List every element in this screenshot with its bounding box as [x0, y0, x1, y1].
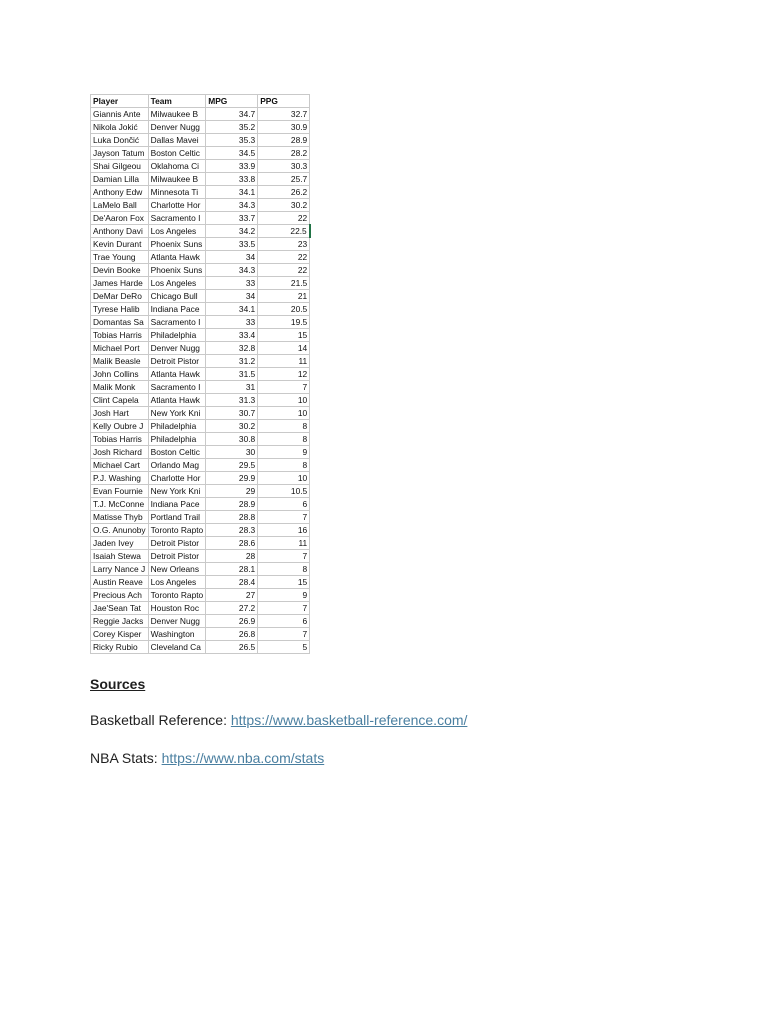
ppg-cell: 22 — [258, 212, 310, 225]
mpg-cell: 28.4 — [206, 576, 258, 589]
mpg-cell: 28.8 — [206, 511, 258, 524]
ppg-cell: 7 — [258, 381, 310, 394]
player-cell: Josh Richard — [91, 446, 149, 459]
ppg-cell: 22.5 — [258, 225, 310, 238]
mpg-cell: 33 — [206, 316, 258, 329]
ppg-cell: 22 — [258, 251, 310, 264]
ppg-cell: 11 — [258, 537, 310, 550]
table-row — [91, 277, 310, 290]
team-cell: New York Kni — [148, 407, 206, 420]
ppg-cell: 10 — [258, 472, 310, 485]
team-cell: Los Angeles — [148, 225, 206, 238]
ppg-cell: 28.9 — [258, 134, 310, 147]
mpg-cell: 33.4 — [206, 329, 258, 342]
mpg-cell: 32.8 — [206, 342, 258, 355]
player-cell: James Harde — [91, 277, 149, 290]
mpg-cell: 30.7 — [206, 407, 258, 420]
basketball-reference-link[interactable]: https://www.basketball-reference.com/ — [230, 712, 468, 728]
player-cell: Nikola Jokić — [91, 121, 149, 134]
player-cell: Jae'Sean Tat — [91, 602, 149, 615]
mpg-cell: 34 — [206, 251, 258, 264]
player-cell: Reggie Jacks — [91, 615, 149, 628]
table-row — [91, 329, 310, 342]
player-cell: Matisse Thyb — [91, 511, 149, 524]
player-cell: Corey Kisper — [91, 628, 149, 641]
ppg-cell: 23 — [258, 238, 310, 251]
mpg-cell: 34.1 — [206, 186, 258, 199]
team-cell: Philadelphia — [148, 329, 206, 342]
team-cell: Denver Nugg — [148, 121, 206, 134]
player-cell: Michael Cart — [91, 459, 149, 472]
table-row — [91, 602, 310, 615]
team-cell: Charlotte Hor — [148, 199, 206, 212]
ppg-cell: 16 — [258, 524, 310, 537]
ppg-cell: 11 — [258, 355, 310, 368]
player-cell: LaMelo Ball — [91, 199, 149, 212]
ppg-cell: 32.7 — [258, 108, 310, 121]
ppg-cell: 21 — [258, 290, 310, 303]
player-cell: Domantas Sa — [91, 316, 149, 329]
player-cell: Malik Monk — [91, 381, 149, 394]
mpg-cell: 33.9 — [206, 160, 258, 173]
team-cell: Los Angeles — [148, 576, 206, 589]
team-cell: Atlanta Hawk — [148, 251, 206, 264]
mpg-cell: 30 — [206, 446, 258, 459]
player-cell: Damian Lilla — [91, 173, 149, 186]
mpg-cell: 28.3 — [206, 524, 258, 537]
ppg-cell: 8 — [258, 563, 310, 576]
mpg-cell: 35.3 — [206, 134, 258, 147]
player-cell: Jayson Tatum — [91, 147, 149, 160]
team-cell: Orlando Mag — [148, 459, 206, 472]
team-cell: Atlanta Hawk — [148, 394, 206, 407]
ppg-cell: 8 — [258, 420, 310, 433]
ppg-cell: 9 — [258, 589, 310, 602]
mpg-cell: 29.5 — [206, 459, 258, 472]
team-cell: Detroit Pistor — [148, 355, 206, 368]
player-cell: John Collins — [91, 368, 149, 381]
team-cell: Sacramento I — [148, 381, 206, 394]
mpg-cell: 31.3 — [206, 394, 258, 407]
ppg-cell: 7 — [258, 511, 310, 524]
mpg-cell: 31 — [206, 381, 258, 394]
table-row — [91, 615, 310, 628]
player-cell: Devin Booke — [91, 264, 149, 277]
team-cell: Toronto Rapto — [148, 524, 206, 537]
ppg-cell: 6 — [258, 615, 310, 628]
player-cell: Kevin Durant — [91, 238, 149, 251]
mpg-cell: 34.7 — [206, 108, 258, 121]
team-cell: Philadelphia — [148, 420, 206, 433]
mpg-cell: 33.8 — [206, 173, 258, 186]
table-row — [91, 589, 310, 602]
ppg-cell: 25.7 — [258, 173, 310, 186]
team-cell: Sacramento I — [148, 212, 206, 225]
ppg-cell: 26.2 — [258, 186, 310, 199]
mpg-cell: 31.5 — [206, 368, 258, 381]
mpg-cell: 35.2 — [206, 121, 258, 134]
table-row — [91, 134, 310, 147]
mpg-cell: 34.1 — [206, 303, 258, 316]
ppg-cell: 10.5 — [258, 485, 310, 498]
player-cell: Kelly Oubre J — [91, 420, 149, 433]
team-cell: Atlanta Hawk — [148, 368, 206, 381]
team-cell: Minnesota Ti — [148, 186, 206, 199]
team-cell: Dallas Mavei — [148, 134, 206, 147]
table-row — [91, 394, 310, 407]
player-cell: T.J. McConne — [91, 498, 149, 511]
mpg-cell: 33.7 — [206, 212, 258, 225]
team-cell: Denver Nugg — [148, 342, 206, 355]
mpg-cell: 34.2 — [206, 225, 258, 238]
ppg-cell: 15 — [258, 329, 310, 342]
player-cell: Trae Young — [91, 251, 149, 264]
ppg-cell: 30.3 — [258, 160, 310, 173]
table-row — [91, 147, 310, 160]
player-cell: Malik Beasle — [91, 355, 149, 368]
table-row — [91, 238, 310, 251]
player-cell: Shai Gilgeou — [91, 160, 149, 173]
ppg-cell: 10 — [258, 407, 310, 420]
player-cell: Giannis Ante — [91, 108, 149, 121]
team-cell: New York Kni — [148, 485, 206, 498]
team-cell: Cleveland Ca — [148, 641, 206, 654]
ppg-cell: 14 — [258, 342, 310, 355]
mpg-cell: 33.5 — [206, 238, 258, 251]
ppg-cell: 7 — [258, 628, 310, 641]
team-cell: Los Angeles — [148, 277, 206, 290]
table-row — [91, 485, 310, 498]
table-row — [91, 108, 310, 121]
ppg-cell: 10 — [258, 394, 310, 407]
ppg-cell: 7 — [258, 550, 310, 563]
header-player: Player — [91, 95, 149, 108]
nba-stats-link[interactable]: https://www.nba.com/stats — [161, 750, 325, 766]
player-cell: Michael Port — [91, 342, 149, 355]
team-cell: Denver Nugg — [148, 615, 206, 628]
ppg-cell: 15 — [258, 576, 310, 589]
table-row — [91, 355, 310, 368]
table-row — [91, 303, 310, 316]
player-cell: DeMar DeRo — [91, 290, 149, 303]
source-nba-stats — [90, 750, 324, 766]
header-team: Team — [148, 95, 206, 108]
player-cell: Luka Dončić — [91, 134, 149, 147]
ppg-cell: 19.5 — [258, 316, 310, 329]
source-basketball-reference — [90, 712, 467, 728]
table-row — [91, 576, 310, 589]
team-cell: Sacramento I — [148, 316, 206, 329]
player-cell: P.J. Washing — [91, 472, 149, 485]
ppg-cell: 12 — [258, 368, 310, 381]
mpg-cell: 28 — [206, 550, 258, 563]
header-mpg: MPG — [206, 95, 258, 108]
team-cell: Milwaukee B — [148, 108, 206, 121]
source-label: NBA Stats: — [90, 750, 162, 766]
team-cell: Milwaukee B — [148, 173, 206, 186]
table-row — [91, 420, 310, 433]
table-row — [91, 407, 310, 420]
player-cell: Clint Capela — [91, 394, 149, 407]
table-row — [91, 212, 310, 225]
table-row — [91, 550, 310, 563]
mpg-cell: 28.1 — [206, 563, 258, 576]
ppg-cell: 7 — [258, 602, 310, 615]
table-row — [91, 290, 310, 303]
table-row — [91, 511, 310, 524]
table-row — [91, 316, 310, 329]
player-cell: Larry Nance J — [91, 563, 149, 576]
sources-heading: Sources — [90, 676, 146, 692]
mpg-cell: 26.5 — [206, 641, 258, 654]
source-label: Basketball Reference: — [90, 712, 231, 728]
table-row — [91, 173, 310, 186]
mpg-cell: 26.9 — [206, 615, 258, 628]
team-cell: Indiana Pace — [148, 303, 206, 316]
team-cell: Oklahoma Ci — [148, 160, 206, 173]
team-cell: Charlotte Hor — [148, 472, 206, 485]
mpg-cell: 27.2 — [206, 602, 258, 615]
team-cell: Boston Celtic — [148, 446, 206, 459]
player-cell: Tyrese Halib — [91, 303, 149, 316]
table-row — [91, 264, 310, 277]
team-cell: Detroit Pistor — [148, 537, 206, 550]
mpg-cell: 30.8 — [206, 433, 258, 446]
table-row — [91, 199, 310, 212]
ppg-cell: 9 — [258, 446, 310, 459]
stats-spreadsheet — [90, 94, 311, 654]
team-cell: Houston Roc — [148, 602, 206, 615]
mpg-cell: 26.8 — [206, 628, 258, 641]
player-cell: Anthony Edw — [91, 186, 149, 199]
table-row — [91, 641, 310, 654]
mpg-cell: 33 — [206, 277, 258, 290]
team-cell: Chicago Bull — [148, 290, 206, 303]
table-row — [91, 368, 310, 381]
ppg-cell: 20.5 — [258, 303, 310, 316]
team-cell: Detroit Pistor — [148, 550, 206, 563]
player-cell: Precious Ach — [91, 589, 149, 602]
table-row — [91, 537, 310, 550]
table-body — [91, 108, 310, 654]
table-row — [91, 381, 310, 394]
team-cell: Philadelphia — [148, 433, 206, 446]
table-row — [91, 524, 310, 537]
player-cell: Tobias Harris — [91, 329, 149, 342]
table-row — [91, 459, 310, 472]
ppg-cell: 8 — [258, 433, 310, 446]
mpg-cell: 28.9 — [206, 498, 258, 511]
mpg-cell: 34.3 — [206, 199, 258, 212]
player-cell: Jaden Ivey — [91, 537, 149, 550]
table-row — [91, 446, 310, 459]
table-row — [91, 498, 310, 511]
mpg-cell: 29 — [206, 485, 258, 498]
mpg-cell: 34 — [206, 290, 258, 303]
table-row — [91, 342, 310, 355]
mpg-cell: 30.2 — [206, 420, 258, 433]
team-cell: New Orleans — [148, 563, 206, 576]
mpg-cell: 28.6 — [206, 537, 258, 550]
mpg-cell: 34.3 — [206, 264, 258, 277]
player-cell: Ricky Rubio — [91, 641, 149, 654]
team-cell: Boston Celtic — [148, 147, 206, 160]
player-cell: Isaiah Stewa — [91, 550, 149, 563]
player-cell: Tobias Harris — [91, 433, 149, 446]
player-cell: Anthony Davi — [91, 225, 149, 238]
ppg-cell: 5 — [258, 641, 310, 654]
player-cell: Evan Fournie — [91, 485, 149, 498]
mpg-cell: 34.5 — [206, 147, 258, 160]
team-cell: Indiana Pace — [148, 498, 206, 511]
table-row — [91, 251, 310, 264]
header-ppg: PPG — [258, 95, 310, 108]
table-row — [91, 160, 310, 173]
mpg-cell: 29.9 — [206, 472, 258, 485]
mpg-cell: 31.2 — [206, 355, 258, 368]
ppg-cell: 28.2 — [258, 147, 310, 160]
player-cell: Josh Hart — [91, 407, 149, 420]
ppg-cell: 8 — [258, 459, 310, 472]
table-row — [91, 628, 310, 641]
table-row — [91, 472, 310, 485]
table-row — [91, 433, 310, 446]
mpg-cell: 27 — [206, 589, 258, 602]
team-cell: Phoenix Suns — [148, 238, 206, 251]
player-cell: De'Aaron Fox — [91, 212, 149, 225]
table-row — [91, 186, 310, 199]
team-cell: Phoenix Suns — [148, 264, 206, 277]
ppg-cell: 22 — [258, 264, 310, 277]
player-cell: O.G. Anunoby — [91, 524, 149, 537]
team-cell: Washington — [148, 628, 206, 641]
table-row — [91, 121, 310, 134]
player-cell: Austin Reave — [91, 576, 149, 589]
header-row — [91, 95, 310, 108]
ppg-cell: 30.9 — [258, 121, 310, 134]
table-row — [91, 563, 310, 576]
ppg-cell: 6 — [258, 498, 310, 511]
ppg-cell: 30.2 — [258, 199, 310, 212]
ppg-cell: 21.5 — [258, 277, 310, 290]
team-cell: Portland Trail — [148, 511, 206, 524]
team-cell: Toronto Rapto — [148, 589, 206, 602]
table-row — [91, 225, 310, 238]
